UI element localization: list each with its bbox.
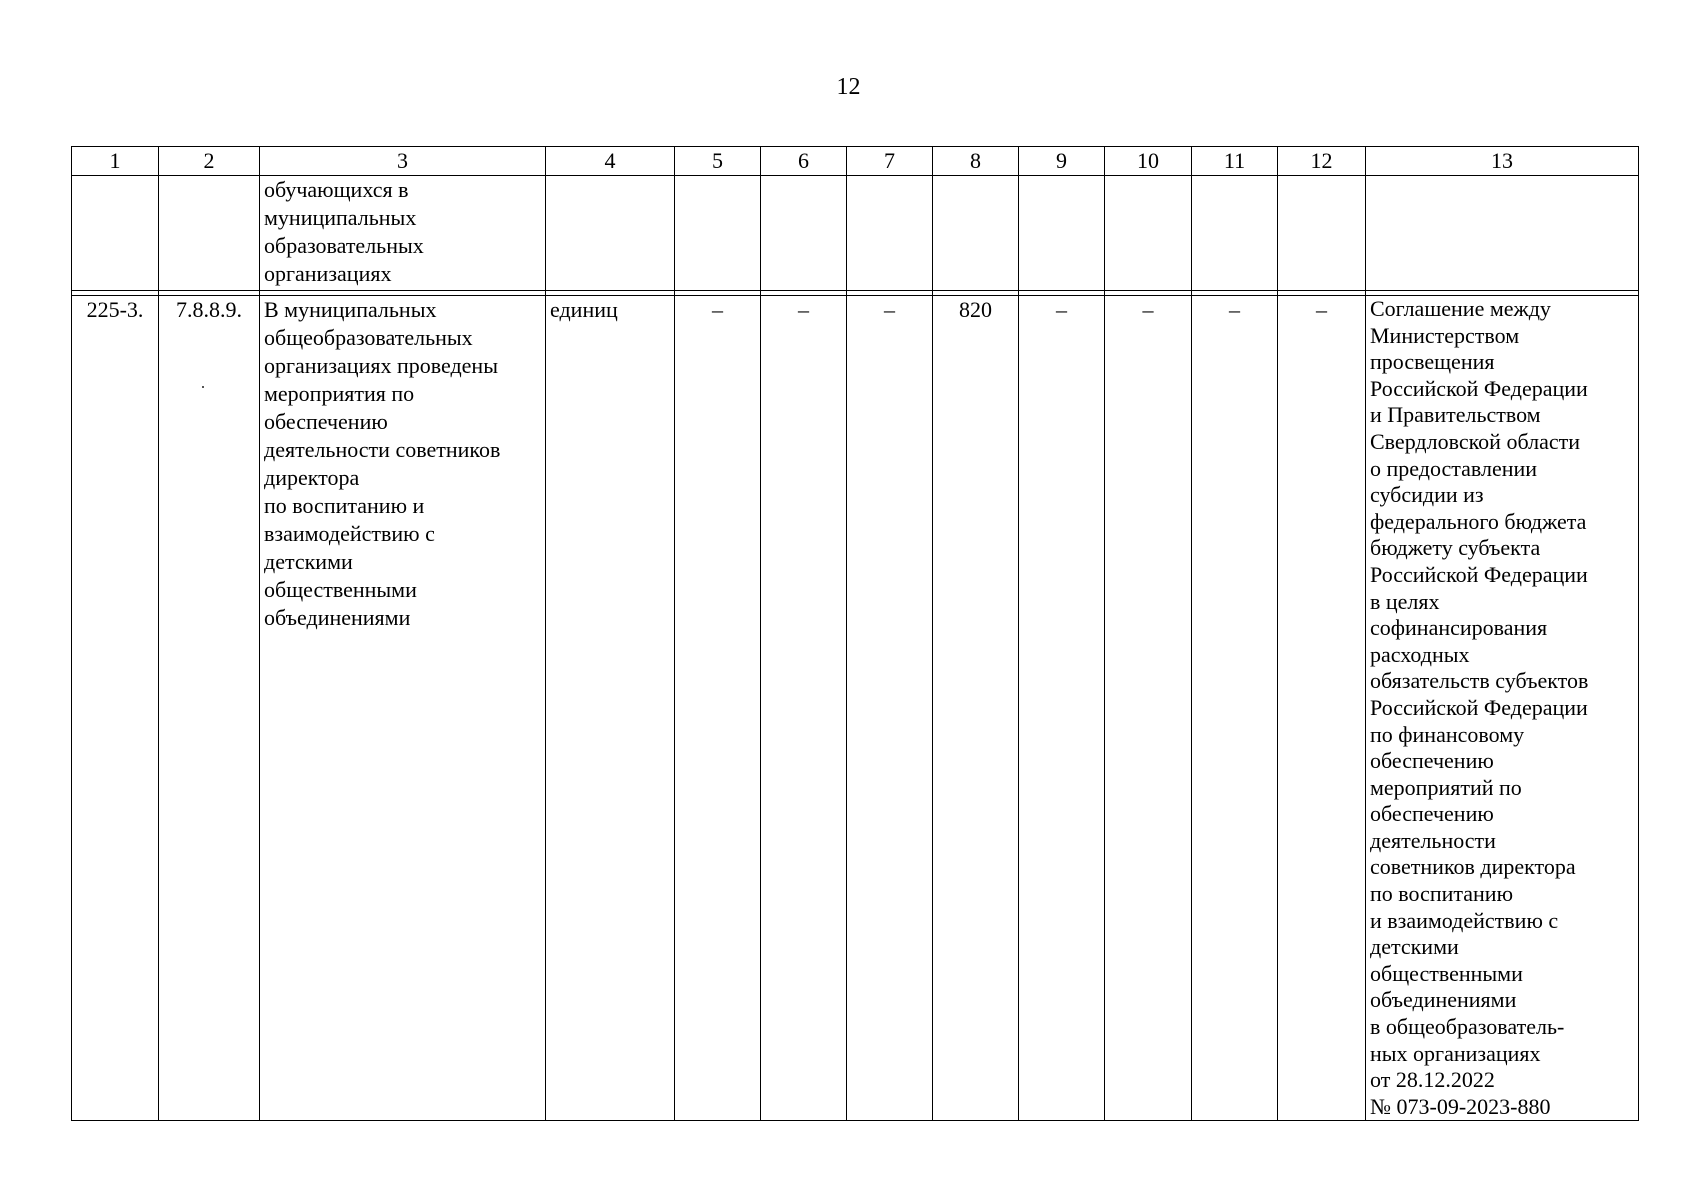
- item-code: 7.8.8.9.: [159, 296, 260, 1121]
- column-number-row: [72, 147, 1639, 176]
- table-cell: [1366, 176, 1639, 291]
- column-number: 1: [72, 147, 159, 176]
- value-col-10: –: [1105, 296, 1192, 1121]
- value-col-11: –: [1192, 296, 1278, 1121]
- column-number: 11: [1192, 147, 1278, 176]
- value-col-9: –: [1019, 296, 1105, 1121]
- table-cell: [847, 176, 933, 291]
- value-col-12: –: [1278, 296, 1366, 1121]
- table-cell: [72, 176, 159, 291]
- value-col-7: –: [847, 296, 933, 1121]
- table-cell: [1192, 176, 1278, 291]
- continuation-text: обучающихся в муниципальных образовательных организациях: [260, 176, 546, 291]
- column-number: 10: [1105, 147, 1192, 176]
- unit-of-measure: единиц: [546, 296, 675, 1121]
- column-number: 7: [847, 147, 933, 176]
- table-cell: [933, 176, 1019, 291]
- value-col-6: –: [761, 296, 847, 1121]
- column-number: 4: [546, 147, 675, 176]
- table-cell: [1278, 176, 1366, 291]
- column-number: 8: [933, 147, 1019, 176]
- table-cell: [1105, 176, 1192, 291]
- row-number: 225-3.: [72, 296, 159, 1121]
- column-number: 5: [675, 147, 761, 176]
- table-cell: [159, 176, 260, 291]
- column-number: 3: [260, 147, 546, 176]
- column-number: 13: [1366, 147, 1639, 176]
- continuation-row: [72, 176, 1639, 291]
- scan-speck: [202, 386, 204, 388]
- data-table: [71, 146, 1639, 1121]
- value-col-8: 820: [933, 296, 1019, 1121]
- column-number: 9: [1019, 147, 1105, 176]
- value-col-5: –: [675, 296, 761, 1121]
- table-cell: [546, 176, 675, 291]
- column-number: 6: [761, 147, 847, 176]
- page-number: 12: [836, 74, 861, 100]
- table-cell: [675, 176, 761, 291]
- basis-document: Соглашение между Министерством просвещения Российской Федерации и Правительством Свердловской области о предоставлении субсидии из федерального бюджета бюджету субъекта Российской Федерации в целях софинансирования расходных обязательств субъектов Российской Федерации по финансовому обеспечению мероприятий по обеспечению деятельности советников директора по воспитанию и взаимодействию с детскими общественными объединениями в общеобразователь- ных организациях от 28.12.2022 № 073-09-2023-880: [1366, 296, 1639, 1121]
- table-row: [72, 296, 1639, 1121]
- result-description: В муниципальных общеобразовательных организациях проведены мероприятия по обеспечению деятельности советников директора по воспитанию и взаимодействию с детскими общественными объединениями: [260, 296, 546, 1121]
- column-number: 2: [159, 147, 260, 176]
- column-number: 12: [1278, 147, 1366, 176]
- table-cell: [761, 176, 847, 291]
- table-cell: [1019, 176, 1105, 291]
